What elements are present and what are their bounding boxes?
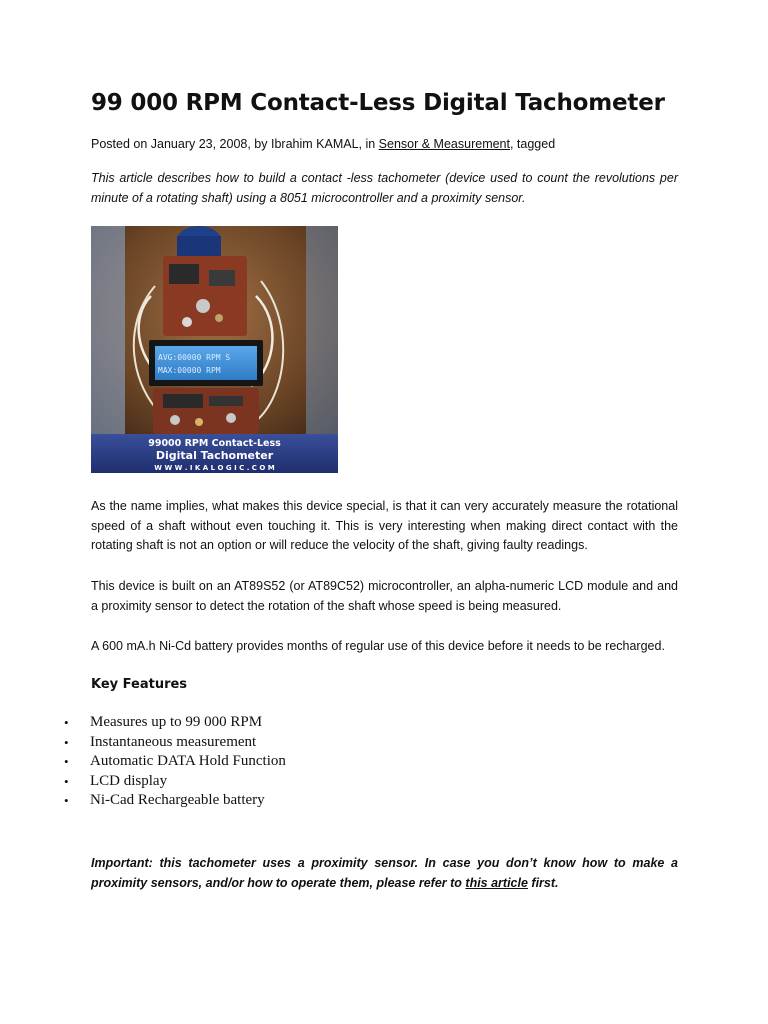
post-meta bbox=[91, 137, 555, 151]
paragraph-microcontroller: This device is built on an AT89S52 (or AT89C52) microcontroller, an alpha-numeric LCD module and and a proximity sensor to detect the rotation of the shaft whose speed is being measured. bbox=[91, 579, 678, 613]
bullet-icon: • bbox=[64, 773, 69, 789]
bullet-icon: • bbox=[64, 734, 69, 750]
image-caption-line-1: 99000 RPM Contact-Less bbox=[148, 438, 281, 449]
list-item bbox=[0, 791, 286, 811]
paragraph-battery: A 600 mA.h Ni-Cd battery provides months of regular use of this device before it needs to be recharged. bbox=[91, 639, 665, 653]
post-meta-prefix: Posted on January 23, 2008, by Ibrahim KAMAL, in bbox=[91, 137, 379, 151]
article-intro: This article describes how to build a contact -less tachometer (device used to count the revolutions per minute of a rotating shaft) using a 8051 microcontroller and a proximity sensor. bbox=[91, 171, 678, 205]
category-link[interactable]: Sensor & Measurement bbox=[378, 137, 510, 151]
feature-text: Measures up to 99 000 RPM bbox=[90, 714, 263, 730]
list-item bbox=[0, 772, 286, 792]
this-article-link[interactable]: this article bbox=[465, 876, 528, 890]
feature-text: Ni-Cad Rechargeable battery bbox=[90, 792, 265, 809]
tachometer-photo bbox=[91, 226, 338, 473]
feature-text: Automatic DATA Hold Function bbox=[90, 753, 286, 770]
feature-text: LCD display bbox=[90, 772, 168, 789]
feature-text: Instantaneous measurement bbox=[90, 733, 257, 750]
bullet-icon: • bbox=[64, 715, 69, 730]
important-note bbox=[91, 853, 678, 893]
article-title: 99 000 RPM Contact-Less Digital Tachometer bbox=[91, 90, 665, 116]
list-item bbox=[0, 733, 286, 753]
bullet-icon: • bbox=[64, 793, 69, 809]
lcd-line-2: MAX:00000 RPM bbox=[158, 366, 221, 375]
paragraph-name-implies: As the name implies, what makes this device special, is that it can very accurately measure the rotational speed of a shaft without even touching it. This is very interesting when making direct contact with the rotating shaft is not an option or will reduce the velocity of the shaft, giving faulty readings. bbox=[91, 499, 678, 552]
bullet-icon: • bbox=[64, 754, 69, 770]
image-caption-line-3: W W W . I K A L O G I C . C O M bbox=[154, 464, 275, 472]
lcd-line-1: AVG:00000 RPM S bbox=[158, 353, 231, 362]
important-note-suffix: first. bbox=[527, 876, 559, 890]
key-features-list bbox=[0, 713, 286, 811]
key-features-heading: Key Features bbox=[91, 677, 188, 692]
important-note-text: Important: this tachometer uses a proximity sensor. In case you don’t know how to make a proximity sensors, and/or how to operate them, please refer to bbox=[91, 856, 678, 890]
image-caption-line-2: Digital Tachometer bbox=[155, 449, 274, 462]
post-meta-suffix: , tagged bbox=[509, 137, 556, 151]
list-item bbox=[0, 713, 286, 733]
tachometer-photo-illustration bbox=[91, 226, 338, 473]
list-item bbox=[0, 752, 286, 772]
